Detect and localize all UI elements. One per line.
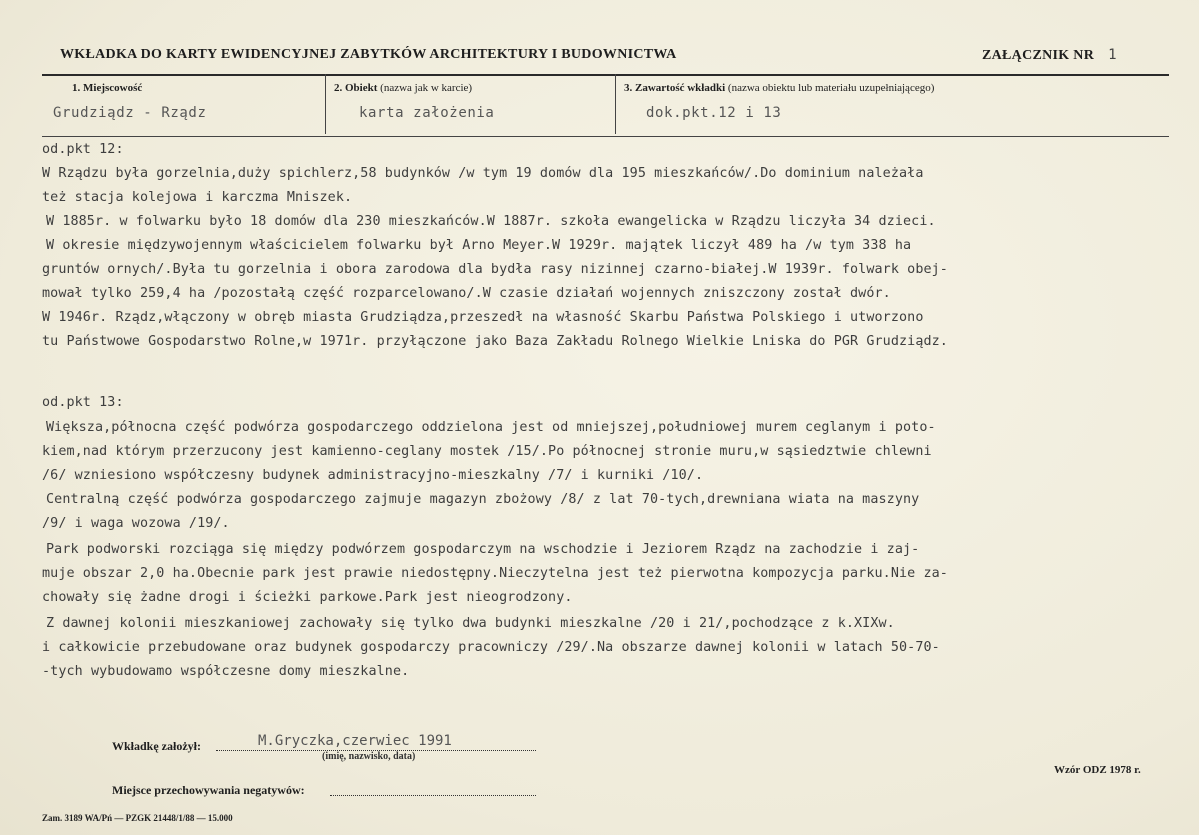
prepared-by-label: Wkładkę założył: — [112, 739, 201, 753]
negatives-location-label: Miejsce przechowywania negatywów: — [112, 783, 305, 797]
body-line: Większa,północna część podwórza gospodarczego oddzielona jest od mniejszej,południowej murem ceglanym i poto- — [46, 420, 936, 435]
annex-heading — [982, 47, 1117, 64]
body-line: chowały się żadne drogi i ścieżki parkowe.Park jest nieogrodzony. — [42, 590, 573, 605]
body-line: gruntów ornych/.Była tu gorzelnia i obora zarodowa dla bydła rasy nizinnej czarno-białej.W 1939r. folwark obej- — [42, 262, 948, 277]
body-line: i całkowicie przebudowane oraz budynek gospodarczy pracowniczy /29/.Na obszarze dawnej kolonii w latach 50-70- — [42, 640, 940, 655]
field-location-value: Grudziądz - Rządz — [53, 105, 207, 121]
field-location-label: 1. Miejscowość — [72, 82, 143, 94]
body-line: kiem,nad którym przerzucony jest kamienno-ceglany mostek /15/.Po północnej stronie muru,w sąsiedztwie chlewni — [42, 444, 932, 459]
field-location — [42, 74, 326, 134]
field-contents — [616, 74, 1169, 134]
body-line: /6/ wzniesiono współczesny budynek administracyjno-mieszkalny /7/ i kurniki /10/. — [42, 468, 704, 483]
annex-label: ZAŁĄCZNIK NR — [982, 48, 1095, 63]
prepared-by-value: M.Gryczka,czerwiec 1991 — [258, 733, 452, 749]
body-line: W 1946r. Rządz,włączony w obręb miasta Grudziądza,przeszedł na własność Skarbu Państwa Polskiego i utworzono — [42, 310, 924, 325]
print-info: Zam. 3189 WA/Pń — PZGK 21448/1/88 — 15.000 — [42, 813, 233, 823]
field-object — [326, 74, 616, 134]
body-line: od.pkt 13: — [42, 395, 124, 410]
form-title: WKŁADKA DO KARTY EWIDENCYJNEJ ZABYTKÓW ARCHITEKTURY I BUDOWNICTWA — [60, 47, 677, 62]
body-line: Centralną część podwórza gospodarczego zajmuje magazyn zbożowy /8/ z lat 70-tych,drewniana wiata na maszyny — [46, 492, 920, 507]
body-line: -tych wybudowamo współczesne domy mieszkalne. — [42, 664, 410, 679]
annex-number: 1 — [1108, 47, 1117, 63]
field-object-value: karta założenia — [359, 105, 495, 121]
body-line: W Rządzu była gorzelnia,duży spichlerz,58 budynków /w tym 19 domów dla 195 mieszkańców/.Do dominium należała — [42, 166, 924, 181]
body-line: też stacja kolejowa i karczma Mniszek. — [42, 190, 353, 205]
body-line: muje obszar 2,0 ha.Obecnie park jest prawie niedostępny.Nieczytelna jest też pierwotna kompozycja parku.Nie za- — [42, 566, 948, 581]
prepared-by-hint: (imię, nazwisko, data) — [322, 751, 416, 762]
field-contents-value: dok.pkt.12 i 13 — [646, 105, 782, 121]
body-line: Z dawnej kolonii mieszkaniowej zachowały się tylko dwa budynki mieszkalne /20 i 21/,pochodzące z k.XIXw. — [46, 616, 895, 631]
body-line: od.pkt 12: — [42, 142, 124, 157]
body-line: W okresie międzywojennym właścicielem folwarku był Arno Meyer.W 1929r. majątek liczył 489 ha /w tym 338 ha — [46, 238, 912, 253]
field-object-label: 2. Obiekt (nazwa jak w karcie) — [334, 82, 473, 94]
body-line: W 1885r. w folwarku było 18 domów dla 230 mieszkańców.W 1887r. szkoła ewangelicka w Rządzu liczyła 34 dzieci. — [46, 214, 936, 229]
body-line: mował tylko 259,4 ha /pozostałą część rozparcelowano/.W czasie działań wojennych zniszczony został dwór. — [42, 286, 891, 301]
body-line: Park podworski rozciąga się między podwórzem gospodarczym na wschodzie i Jeziorem Rządz na zachodzie i zaj- — [46, 542, 920, 557]
form-code: Wzór ODZ 1978 r. — [1054, 764, 1141, 776]
body-line: tu Państwowe Gospodarstwo Rolne,w 1971r. przyłączone jako Baza Zakładu Rolnego Wielkie Lniska do PGR Grudziądz. — [42, 334, 948, 349]
negatives-location-line — [330, 795, 536, 796]
body-line: /9/ i waga wozowa /19/. — [42, 516, 230, 531]
field-contents-label: 3. Zawartość wkładki (nazwa obiektu lub materiału uzupełniającego) — [624, 82, 935, 94]
